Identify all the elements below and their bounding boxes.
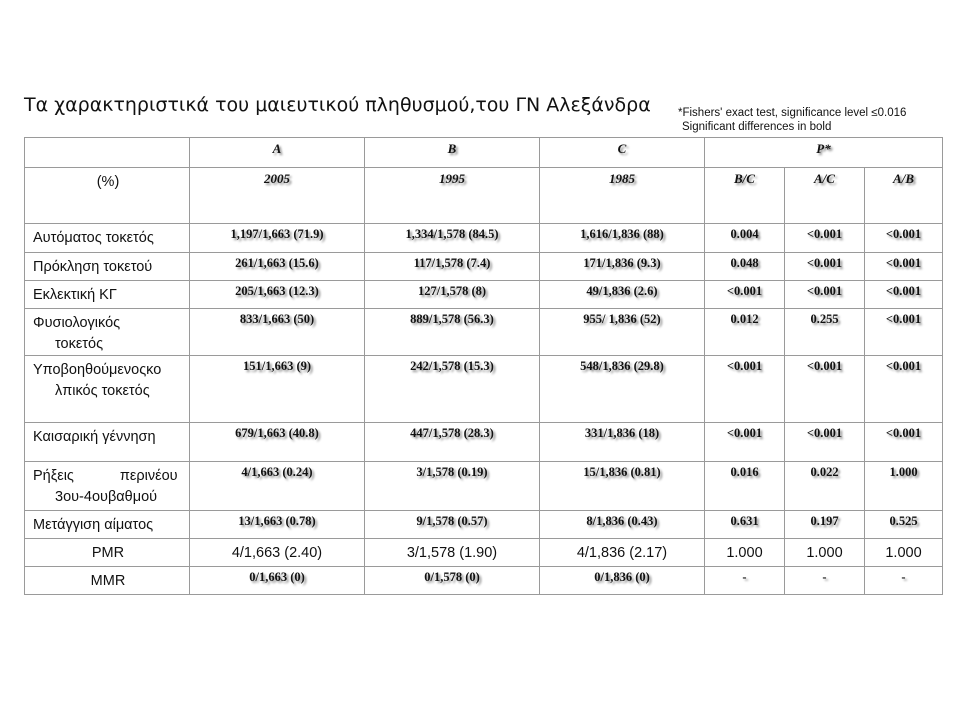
cell-bc: <0.001	[705, 356, 785, 423]
cell-a: 0/1,663 (0)	[190, 567, 365, 595]
cell-ac: -	[785, 567, 865, 595]
row-label	[25, 253, 190, 281]
row-label-line: Φυσιολογικός	[33, 315, 121, 331]
row-label-line: Καισαρική γέννηση	[33, 429, 156, 445]
cell-ab: -	[865, 567, 943, 595]
p-col-ab: A/B	[865, 168, 943, 224]
cell-c: 0/1,836 (0)	[540, 567, 705, 595]
cell-b: 127/1,578 (8)	[365, 281, 540, 309]
cell-a: 205/1,663 (12.3)	[190, 281, 365, 309]
cell-bc: 0.012	[705, 309, 785, 356]
cell-c: 955/ 1,836 (52)	[540, 309, 705, 356]
cell-c: 4/1,836 (2.17)	[540, 539, 705, 567]
cell-ac: 0.255	[785, 309, 865, 356]
row-label	[25, 309, 190, 356]
cell-c: 8/1,836 (0.43)	[540, 511, 705, 539]
cell-ac: <0.001	[785, 281, 865, 309]
row-label-line: MMR	[90, 573, 126, 589]
cell-ab: <0.001	[865, 224, 943, 253]
note-line-2: Significant differences in bold	[682, 121, 832, 133]
p-col-ac: A/C	[785, 168, 865, 224]
table-row	[25, 511, 943, 539]
table-row	[25, 567, 943, 595]
header-group-c: C	[540, 138, 705, 168]
cell-ab: <0.001	[865, 356, 943, 423]
row-label-line: Πρόκληση τοκετού	[33, 259, 153, 275]
table-row	[25, 281, 943, 309]
cell-c: 548/1,836 (29.8)	[540, 356, 705, 423]
table-row	[25, 539, 943, 567]
cell-ab: 1.000	[865, 462, 943, 511]
cell-b: 447/1,578 (28.3)	[365, 423, 540, 462]
cell-a: 4/1,663 (2.40)	[190, 539, 365, 567]
cell-bc: 1.000	[705, 539, 785, 567]
cell-c: 15/1,836 (0.81)	[540, 462, 705, 511]
cell-b: 0/1,578 (0)	[365, 567, 540, 595]
cell-ab: <0.001	[865, 253, 943, 281]
cell-b: 9/1,578 (0.57)	[365, 511, 540, 539]
row-label	[25, 224, 190, 253]
cell-a: 1,197/1,663 (71.9)	[190, 224, 365, 253]
row-label	[25, 567, 190, 595]
row-label-line: τοκετός	[55, 336, 104, 352]
table-row	[25, 356, 943, 423]
row-label	[25, 423, 190, 462]
unit-label: (%)	[25, 168, 190, 224]
cell-ab: <0.001	[865, 281, 943, 309]
cell-b: 242/1,578 (15.3)	[365, 356, 540, 423]
cell-ab: 1.000	[865, 539, 943, 567]
header-year-row	[25, 168, 943, 224]
cell-c: 49/1,836 (2.6)	[540, 281, 705, 309]
cell-bc: <0.001	[705, 423, 785, 462]
row-label	[25, 281, 190, 309]
cell-b: 1,334/1,578 (84.5)	[365, 224, 540, 253]
row-label	[25, 539, 190, 567]
year-a: 2005	[190, 168, 365, 224]
cell-bc: 0.048	[705, 253, 785, 281]
row-label-line: λπικός τοκετός	[55, 383, 150, 399]
cell-ac: 0.197	[785, 511, 865, 539]
table-row	[25, 224, 943, 253]
cell-ab: <0.001	[865, 423, 943, 462]
cell-bc: 0.016	[705, 462, 785, 511]
page-title: Τα χαρακτηριστικά του μαιευτικού πληθυσμού,του ΓΝ Αλεξάνδρα	[24, 94, 651, 116]
year-c: 1985	[540, 168, 705, 224]
cell-c: 331/1,836 (18)	[540, 423, 705, 462]
row-label-line: 3ου-4ουβαθμού	[55, 489, 158, 505]
cell-a: 151/1,663 (9)	[190, 356, 365, 423]
row-label-line: Αυτόματος τοκετός	[33, 230, 154, 246]
cell-ac: <0.001	[785, 356, 865, 423]
cell-b: 3/1,578 (1.90)	[365, 539, 540, 567]
cell-b: 3/1,578 (0.19)	[365, 462, 540, 511]
row-label-line: Υποβοηθούμενοςκο	[33, 362, 162, 378]
row-label-line: Μετάγγιση αίματος	[33, 517, 154, 533]
cell-b: 117/1,578 (7.4)	[365, 253, 540, 281]
cell-a: 261/1,663 (15.6)	[190, 253, 365, 281]
row-label	[25, 356, 190, 423]
results-table	[24, 137, 943, 595]
row-label-line: Ρήξεις περινέου	[33, 468, 178, 484]
header-group-b: B	[365, 138, 540, 168]
year-b: 1995	[365, 168, 540, 224]
table-row	[25, 309, 943, 356]
header-group-a: A	[190, 138, 365, 168]
cell-a: 4/1,663 (0.24)	[190, 462, 365, 511]
cell-ab: 0.525	[865, 511, 943, 539]
cell-a: 679/1,663 (40.8)	[190, 423, 365, 462]
cell-bc: <0.001	[705, 281, 785, 309]
cell-bc: 0.004	[705, 224, 785, 253]
note-line-1: *Fishers' exact test, significance level ≤0.016	[678, 107, 907, 119]
header-corner-cell	[25, 138, 190, 168]
cell-a: 13/1,663 (0.78)	[190, 511, 365, 539]
header-group-p: P*	[705, 138, 943, 168]
cell-ac: 0.022	[785, 462, 865, 511]
cell-ac: 1.000	[785, 539, 865, 567]
cell-bc: 0.631	[705, 511, 785, 539]
row-label	[25, 511, 190, 539]
row-label	[25, 462, 190, 511]
row-label-line: PMR	[91, 545, 125, 561]
row-label-line: Εκλεκτική ΚΓ	[33, 287, 117, 303]
significance-note	[678, 106, 906, 134]
cell-ab: <0.001	[865, 309, 943, 356]
cell-ac: <0.001	[785, 253, 865, 281]
cell-bc: -	[705, 567, 785, 595]
table-row	[25, 462, 943, 511]
cell-ac: <0.001	[785, 423, 865, 462]
cell-c: 171/1,836 (9.3)	[540, 253, 705, 281]
table-body	[25, 138, 943, 595]
cell-c: 1,616/1,836 (88)	[540, 224, 705, 253]
header-group-row	[25, 138, 943, 168]
cell-a: 833/1,663 (50)	[190, 309, 365, 356]
p-col-bc: B/C	[705, 168, 785, 224]
cell-b: 889/1,578 (56.3)	[365, 309, 540, 356]
table-row	[25, 253, 943, 281]
cell-ac: <0.001	[785, 224, 865, 253]
table-row	[25, 423, 943, 462]
